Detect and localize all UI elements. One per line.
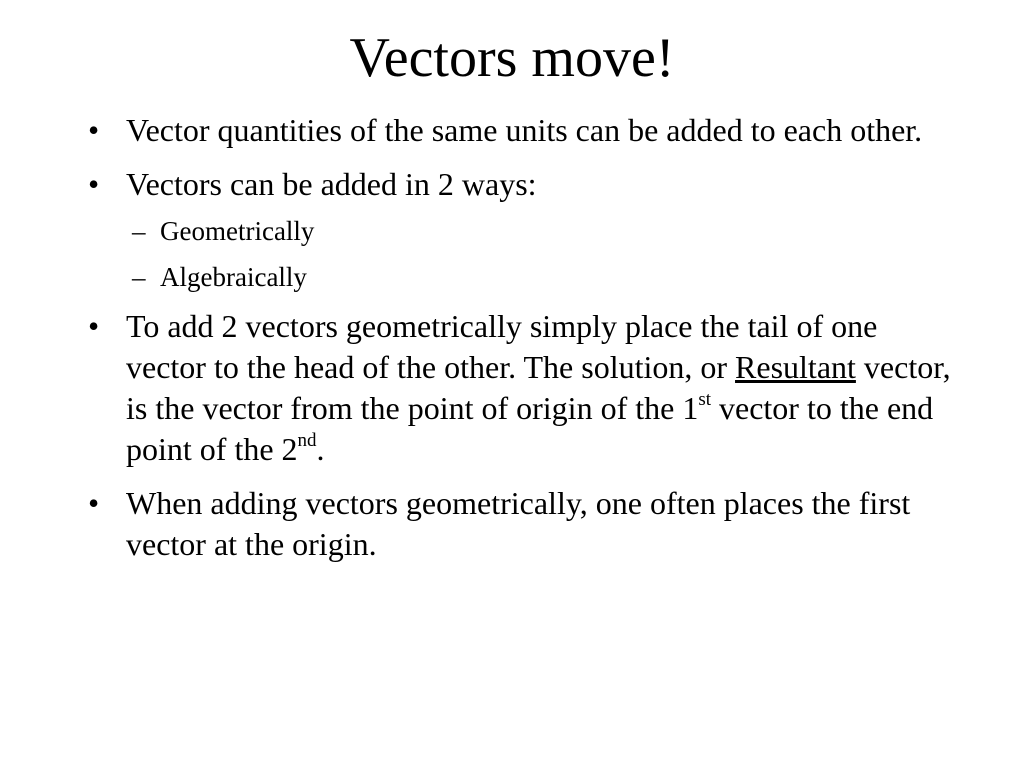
slide-title: Vectors move! xyxy=(349,27,675,89)
bullet-marker: • xyxy=(88,308,100,344)
ordinal-superscript: nd xyxy=(297,430,317,452)
bullet-marker: • xyxy=(88,112,100,148)
bullet-text: Vector quantities of the same units can be added to each other. xyxy=(126,112,923,148)
sub-bullet-text: Algebraically xyxy=(160,262,307,292)
bullet-text: When adding vectors geometrically, one often places the first vector at the origin. xyxy=(126,485,911,562)
sub-bullet-marker: – xyxy=(132,262,146,292)
bullet-text-part: To add 2 vectors geometrically simply place the tail of one vector to the head of the other. The solution, or xyxy=(126,308,878,385)
bullet-text: Vectors can be added in 2 ways: xyxy=(126,166,537,202)
bullet-text xyxy=(126,308,951,467)
bullet-item xyxy=(88,306,958,470)
sub-bullet-list xyxy=(88,214,958,294)
sub-bullet-item xyxy=(132,260,958,294)
bullet-item xyxy=(88,164,958,205)
bullet-text-part: vector, is the vector from the point of origin of the 1 xyxy=(126,349,951,426)
bullet-text-part: . xyxy=(316,431,325,467)
resultant-term: Resultant xyxy=(735,349,856,385)
sub-bullet-item xyxy=(132,214,958,248)
bullet-item xyxy=(88,110,958,151)
slide-body xyxy=(88,110,958,578)
bullet-marker: • xyxy=(88,166,100,202)
ordinal-superscript: st xyxy=(698,389,711,411)
bullet-item xyxy=(88,483,958,565)
sub-bullet-marker: – xyxy=(132,216,146,246)
sub-bullet-text: Geometrically xyxy=(160,216,315,246)
bullet-marker: • xyxy=(88,485,100,521)
bullet-text-part: vector to the end point of the 2 xyxy=(126,390,934,467)
